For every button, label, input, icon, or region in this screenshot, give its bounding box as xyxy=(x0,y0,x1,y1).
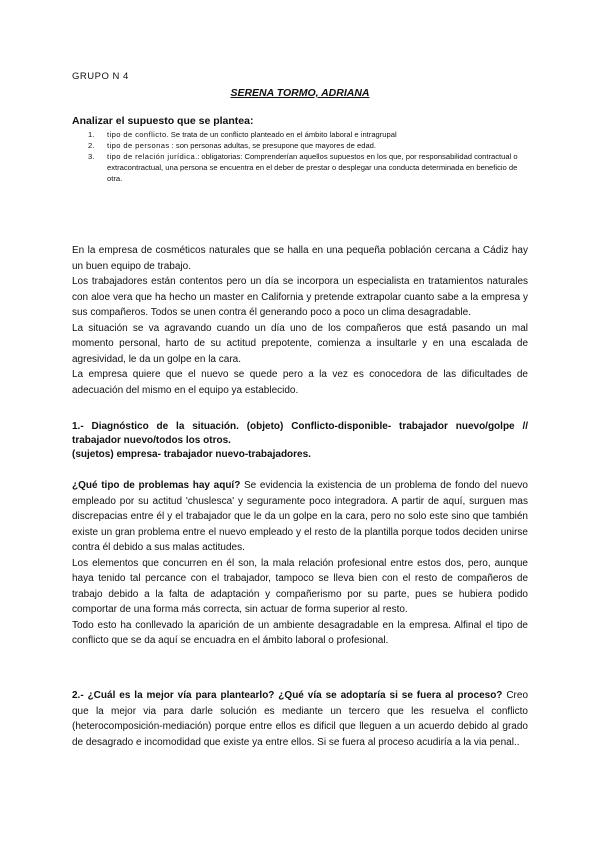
diagnosis-section xyxy=(72,478,528,649)
section-2-paragraph: 2.- ¿Cuál es la mejor vía para plantearlo? ¿Qué vía se adoptaría si se fuera al proceso? Creo que la mejor via para darle solución es mediante un tercero que les resuelva el conflicto (heterocomposición-mediación) porque entre ellos es dificil que lleguen a un acuerdo debido al grado de desagrado e incomodidad que existe ya entre ellos. Si se fuera al proceso acudiría a la via penal.. xyxy=(72,690,529,748)
analysis-item: 1. tipo de conflicto. Se trata de un conflicto planteado en el ámbito laboral e intragrupal xyxy=(88,130,397,139)
analysis-title: Analizar el supuesto que se plantea: xyxy=(72,115,254,127)
case-paragraph: Los trabajadores están contentos pero un día se incorpora un especialista en tratamientos naturales con aloe vera que ha hecho un master en California y pretende extrapolar cuanto sabe a la empresa y sus compañeros. Todos se unen contra él generando poco a poco un clima desagradable. xyxy=(72,276,528,318)
section-2 xyxy=(72,688,528,750)
analysis-item: 3. tipo de relación jurídica.: obligatorias: Comprenderían aquellos supuestos en los que, por responsabilidad contractual o extracontractual, una persona se encuentra en el deber de prestar o desplegar una conducta determinada en beneficio de otra. xyxy=(88,152,518,183)
case-description xyxy=(72,243,528,398)
case-paragraph: La situación se va agravando cuando un día uno de los compañeros que está pasando un mal momento personal, harto de su actitud prepotente, comienza a insultarle y en una escalada de agresividad, le da un golpe en la cara. xyxy=(72,322,528,365)
section-2-question: 2.- ¿Cuál es la mejor vía para plantearlo? ¿Qué vía se adoptaría si se fuera al proceso? xyxy=(72,690,503,701)
analysis-item: 2. tipo de personas : son personas adultas, se presupone que mayores de edad. xyxy=(88,141,376,150)
diagnosis-paragraph: Los elementos que concurren en él son, la mala relación profesional entre estos dos, pero, aunque haya tenido tal percance con el trabajador, tampoco se lleva bien con el resto de compañeros de trabajo debido a la falta de adaptación y compañerismo por su parte, pues se hubiera podido comportar de una forma más correcta, sin actuar de forma superior al resto. xyxy=(72,557,528,615)
case-paragraph: La empresa quiere que el nuevo se quede pero a la vez es conocedora de las dificultades de adecuación del mismo en el equipo ya establecido. xyxy=(72,369,528,396)
case-paragraph: En la empresa de cosméticos naturales que se halla en una pequeña población cercana a Cádiz hay un buen equipo de trabajo. xyxy=(72,245,528,272)
diagnosis-subjects-line: (sujetos) empresa- trabajador nuevo-trabajadores. xyxy=(72,449,311,460)
diagnosis-heading xyxy=(72,420,528,462)
diagnosis-paragraph: Todo esto ha conllevado la aparición de un ambiente desagradable en la empresa. Alfinal el tipo de conflicto que se da aquí se encuadra en el ámbito laboral o profesional. xyxy=(72,619,528,646)
diagnosis-paragraph: ¿Qué tipo de problemas hay aquí? Se evidencia la existencia de un problema de fondo del nuevo empleado por su actitud 'chuslesca' y seguramente poco integradora. A partir de aquí, surguen mas discrepacias entre él y el trabajador que le da un golpe en la cara, pero no solo este sino que también existe un gran problema entre el nuevo empleado y el resto de la plantilla porque todos deciden unirse contra él debido a sus malas actitudes. xyxy=(72,480,528,553)
analysis-list xyxy=(88,129,528,184)
diagnosis-heading-line: 1.- Diagnóstico de la situación. (objeto) Conflicto-disponible- trabajador nuevo/golpe // trabajador nuevo/todos los otros. xyxy=(72,421,528,446)
author-name: SERENA TORMO, ADRIANA xyxy=(230,87,370,99)
group-number: GRUPO N 4 xyxy=(72,71,129,82)
diagnosis-question: ¿Qué tipo de problemas hay aquí? xyxy=(72,480,241,491)
